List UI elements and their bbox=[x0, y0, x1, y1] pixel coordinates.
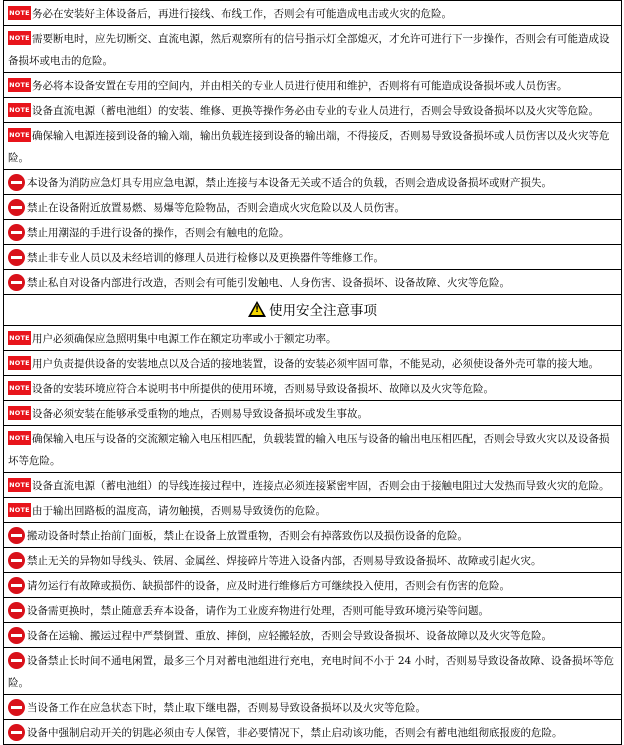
notice-text: 务必将本设备安置在专用的空间内，并由相关的专业人员进行使用和维护，否则将有可能造成设备损坏或人员伤害。 bbox=[32, 80, 568, 92]
notice-text: 设备需更换时，禁止随意丢弃本设备，请作为工业废弃物进行处理，否则可能导致环境污染等问题。 bbox=[27, 605, 489, 617]
notice-row bbox=[4, 522, 621, 547]
note-icon: NOTE bbox=[8, 381, 31, 395]
note-icon: NOTE bbox=[8, 503, 31, 517]
prohibition-icon bbox=[8, 627, 25, 644]
prohibition-icon bbox=[8, 224, 25, 241]
notice-text: 确保输入电源连接到设备的输入端，输出负载连接到设备的输出端，不得接反，否则易导致设备损坏或人员伤害以及火灾等危险。 bbox=[8, 130, 610, 164]
notice-row bbox=[4, 325, 621, 350]
section-header bbox=[4, 294, 621, 325]
notice-row bbox=[4, 97, 621, 122]
notice-text: 禁止私自对设备内部进行改造，否则会有可能引发触电、人身伤害、设备损坏、设备故障、火灾等危险。 bbox=[27, 277, 510, 289]
note-icon: NOTE bbox=[8, 356, 31, 370]
notice-text: 由于输出回路板的温度高，请勿触摸，否则易导致烫伤的危险。 bbox=[32, 505, 326, 517]
notice-text: 本设备为消防应急灯具专用应急电源，禁止连接与本设备无关或不适合的负载，否则会造成设备损坏或财产损失。 bbox=[27, 177, 552, 189]
notice-text: 需要断电时，应先切断交、直流电源，然后观察所有的信号指示灯全部熄灭，才允许可进行下一步操作，否则会有可能造成设备损坏或电击的危险。 bbox=[8, 33, 610, 67]
notice-row bbox=[4, 647, 621, 694]
note-icon: NOTE bbox=[8, 478, 31, 492]
notice-text: 当设备工作在应急状态下时，禁止取下继电器，否则易导致设备损坏以及火灾等危险。 bbox=[27, 702, 426, 714]
notice-text: 设备在运输、搬运过程中严禁倒置、重放、摔倒，应轻搬轻放，否则会导致设备损坏、设备故障以及火灾等危险。 bbox=[27, 630, 552, 642]
notice-text: 设备中强制启动开关的钥匙必须由专人保管，非必要情况下，禁止启动该功能，否则会有蓄电池组彻底报废的危险。 bbox=[27, 727, 563, 739]
notice-row bbox=[4, 219, 621, 244]
notice-text: 禁止用潮湿的手进行设备的操作，否则会有触电的危险。 bbox=[27, 227, 290, 239]
prohibition-icon bbox=[8, 652, 25, 669]
prohibition-icon bbox=[8, 577, 25, 594]
notice-row bbox=[4, 0, 621, 25]
notice-text: 搬动设备时禁止抬前门面板，禁止在设备上放置重物，否则会有掉落致伤以及损伤设备的危险。 bbox=[27, 530, 468, 542]
notice-row bbox=[4, 400, 621, 425]
notice-row bbox=[4, 622, 621, 647]
note-icon: NOTE bbox=[8, 6, 31, 20]
notice-text: 禁止在设备附近放置易燃、易爆等危险物品，否则会造成火灾危险以及人员伤害。 bbox=[27, 202, 405, 214]
note-icon: NOTE bbox=[8, 128, 31, 142]
prohibition-icon bbox=[8, 174, 25, 191]
notice-text: 设备禁止长时间不通电闲置，最多三个月对蓄电池组进行充电，充电时间不小于 24 小时，否则易导致设备故障、设备损坏等危险。 bbox=[8, 655, 615, 689]
notice-row bbox=[4, 25, 621, 72]
notice-text: 请勿运行有故障或损伤、缺损部件的设备，应及时进行维修后方可继续投入使用，否则会有伤害的危险。 bbox=[27, 580, 510, 592]
notice-row bbox=[4, 244, 621, 269]
notice-text: 禁止无关的异物如导线头、铁屑、金属丝、焊接碎片等进入设备内部，否则易导致设备损坏、故障或引起火灾。 bbox=[27, 555, 542, 567]
prohibition-icon bbox=[8, 552, 25, 569]
note-icon: NOTE bbox=[8, 103, 31, 117]
prohibition-icon bbox=[8, 249, 25, 266]
notice-row bbox=[4, 719, 621, 745]
note-icon: NOTE bbox=[8, 406, 31, 420]
prohibition-icon bbox=[8, 699, 25, 716]
notice-text: 用户必须确保应急照明集中电源工作在额定功率或小于额定功率。 bbox=[32, 333, 337, 345]
prohibition-icon bbox=[8, 199, 25, 216]
notice-row bbox=[4, 269, 621, 294]
prohibition-icon bbox=[8, 527, 25, 544]
prohibition-icon bbox=[8, 724, 25, 741]
notice-text: 禁止非专业人员以及未经培训的修理人员进行检修以及更换器件等维修工作。 bbox=[27, 252, 384, 264]
note-icon: NOTE bbox=[8, 31, 31, 45]
notice-text: 设备的安装环境应符合本说明书中所提供的使用环境，否则易导致设备损坏、故障以及火灾等危险。 bbox=[32, 383, 494, 395]
warning-triangle-icon bbox=[248, 301, 266, 317]
notice-row bbox=[4, 497, 621, 522]
notice-text: 务必在安装好主体设备后，再进行接线、布线工作，否则会有可能造成电击或火灾的危险。 bbox=[32, 8, 452, 20]
notice-row bbox=[4, 572, 621, 597]
notice-row bbox=[4, 472, 621, 497]
safety-notice-table bbox=[3, 0, 622, 745]
notice-row bbox=[4, 694, 621, 719]
notice-row bbox=[4, 597, 621, 622]
notice-text: 设备必须安装在能够承受重物的地点，否则易导致设备损坏或发生事故。 bbox=[32, 408, 368, 420]
notice-row bbox=[4, 72, 621, 97]
note-icon: NOTE bbox=[8, 78, 31, 92]
note-icon: NOTE bbox=[8, 331, 31, 345]
notice-row bbox=[4, 547, 621, 572]
notice-row bbox=[4, 169, 621, 194]
notice-row bbox=[4, 350, 621, 375]
prohibition-icon bbox=[8, 602, 25, 619]
notice-text: 用户负责提供设备的安装地点以及合适的接地装置，设备的安装必须牢固可靠，不能晃动，必须使设备外壳可靠的接大地。 bbox=[32, 358, 599, 370]
notice-text: 设备直流电源（蓄电池组）的导线连接过程中，连接点必须连接紧密牢固，否则会由于接触电阻过大发热而导致火灾的危险。 bbox=[32, 480, 610, 492]
prohibition-icon bbox=[8, 274, 25, 291]
notice-row bbox=[4, 375, 621, 400]
section-title: 使用安全注意事项 bbox=[269, 303, 377, 319]
note-icon: NOTE bbox=[8, 431, 31, 445]
notice-row bbox=[4, 122, 621, 169]
notice-row bbox=[4, 425, 621, 472]
notice-text: 确保输入电压与设备的交流额定输入电压相匹配，负载装置的输入电压与设备的输出电压相匹配，否则会导致火灾以及设备损坏等危险。 bbox=[8, 433, 610, 467]
notice-row bbox=[4, 194, 621, 219]
notice-text: 设备直流电源（蓄电池组）的安装、维修、更换等操作务必由专业的专业人员进行，否则会导致设备损坏以及火灾等危险。 bbox=[32, 105, 599, 117]
